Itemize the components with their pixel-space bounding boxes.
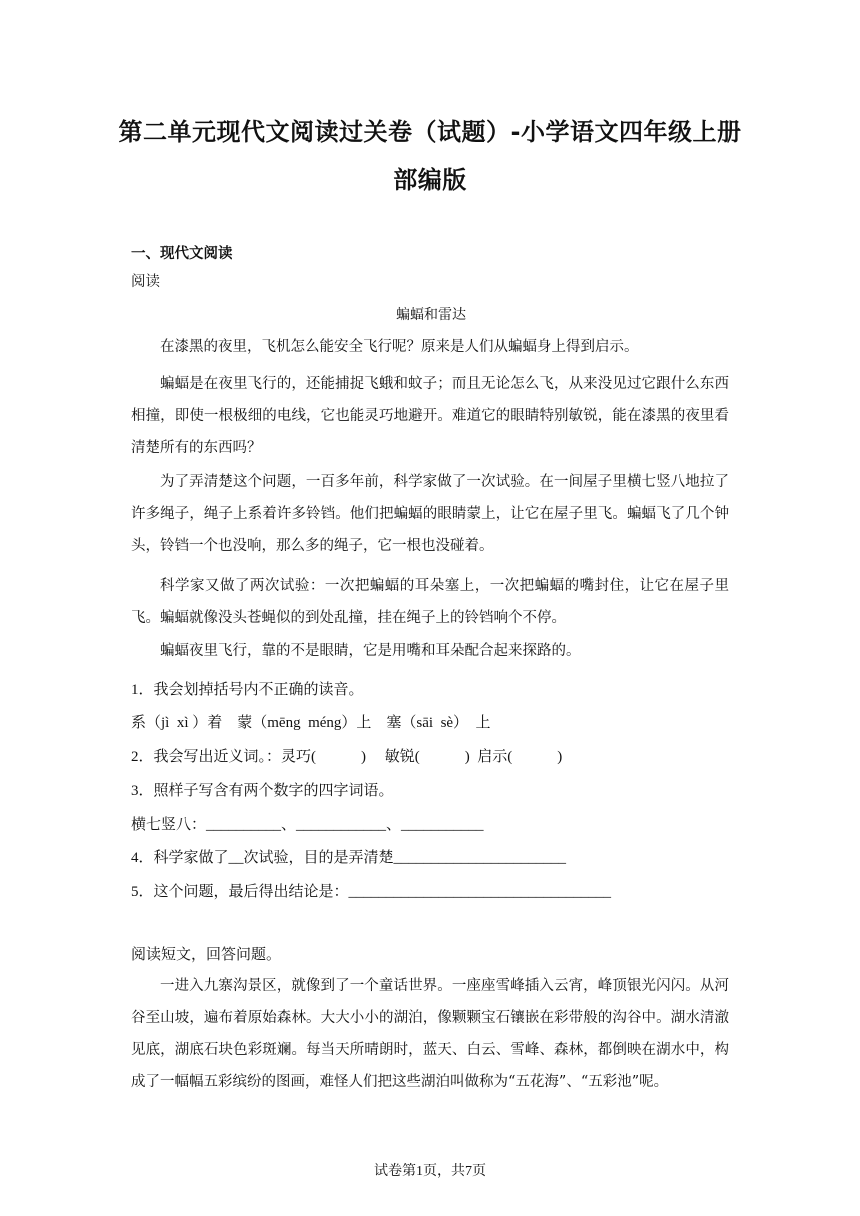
reading-label: 阅读 [131, 274, 160, 290]
question-2: 2．我会写出近义词。：灵巧( ) 敏锐( ) 启示( ) [131, 749, 563, 765]
passage-paragraph: 为了弄清楚这个问题，一百多年前，科学家做了一次试验。在一间屋子里横七竖八地拉了许多绳子，绳子上系着许多铃铛。他们把蝙蝠的眼睛蒙上，让它在屋子里飞。蝙蝠飞了几个钟头，铃铛一个也没响，那么多的绳子，它一根也没碰着。 [131, 474, 729, 554]
passage-paragraph: 科学家又做了两次试验：一次把蝙蝠的耳朵塞上，一次把蝙蝠的嘴封住，让它在屋子里飞。蝙蝠就像没头苍蝇似的到处乱撞，挂在绳子上的铃铛响个不停。 [131, 578, 729, 626]
question-5: 5．这个问题，最后得出结论是：___________________________________ [131, 884, 612, 900]
page-title: 第二单元现代文阅读过关卷（试题）-小学语文四年级上册部编版 [118, 118, 742, 194]
passage-paragraph: 蝙蝠是在夜里飞行的，还能捕捉飞蛾和蚊子；而且无论怎么飞，从来没见过它跟什么东西相撞，即使一根极细的电线，它也能灵巧地避开。难道它的眼睛特别敏锐，能在漆黑的夜里看清楚所有的东西吗？ [131, 376, 729, 456]
page-footer: 试卷第1页，共7页 [374, 1164, 486, 1179]
passage-paragraph: 蝙蝠夜里飞行，靠的不是眼睛，它是用嘴和耳朵配合起来探路的。 [160, 643, 581, 659]
passage-paragraph: 在漆黑的夜里，飞机怎么能安全飞行呢？原来是人们从蝙蝠身上得到启示。 [160, 339, 639, 355]
question-1-items: 系（jì xì ）着 蒙（mēng méng）上 塞（sāi sè） 上 [131, 715, 491, 731]
question-4: 4．科学家做了__次试验，目的是弄清楚_______________________ [131, 850, 567, 866]
passage-title: 蝙蝠和雷达 [396, 307, 466, 323]
section-heading: 一、现代文阅读 [131, 246, 233, 262]
reading-instruction: 阅读短文，回答问题。 [131, 947, 282, 963]
question-1: 1．我会划掉括号内不正确的读音。 [131, 682, 364, 698]
passage-paragraph: 一进入九寨沟景区，就像到了一个童话世界。一座座雪峰插入云宵，峰顶银光闪闪。从河谷至山坡，遍布着原始森林。大大小小的湖泊，像颗颗宝石镶嵌在彩带般的沟谷中。湖水清澈见底，湖底石块色彩斑斓。每当天所晴朗时，蓝天、白云、雪峰、森林，都倒映在湖水中，构成了一幅幅五彩缤纷的图画，难怪人们把这些湖泊叫做称为“五花海”、“五彩池”呢。 [131, 978, 729, 1090]
question-3-example: 横七竖八：__________、____________、___________ [131, 817, 484, 833]
question-3: 3．照样子写含有两个数字的四字词语。 [131, 783, 394, 799]
